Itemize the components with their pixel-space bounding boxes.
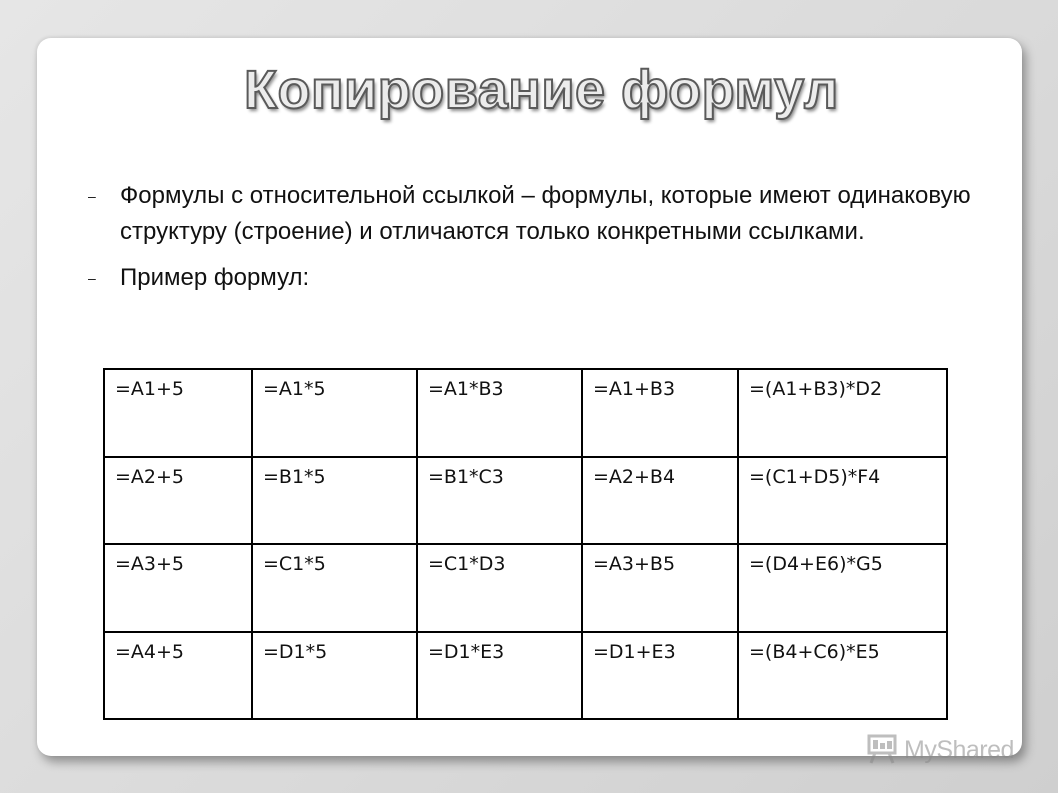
table-cell: =D1*E3 bbox=[417, 632, 582, 720]
table-row bbox=[104, 544, 947, 632]
table-cell: =A1+5 bbox=[104, 369, 252, 457]
bullet-dash-icon: – bbox=[88, 270, 96, 286]
bullet-text-definition: Формулы с относительной ссылкой – формулы, которые имеют одинаковую структуру (строение) и отличаются только конкретными ссылками. bbox=[120, 182, 971, 245]
formula-table bbox=[103, 368, 948, 720]
table-cell: =(B4+C6)*E5 bbox=[738, 632, 947, 720]
table-cell: =(A1+B3)*D2 bbox=[738, 369, 947, 457]
table-row bbox=[104, 457, 947, 545]
table-cell: =A4+5 bbox=[104, 632, 252, 720]
table-cell: =(D4+E6)*G5 bbox=[738, 544, 947, 632]
table-cell: =A1+B3 bbox=[582, 369, 738, 457]
bullet-list bbox=[86, 178, 1046, 296]
table-cell: =D1+E3 bbox=[582, 632, 738, 720]
table-cell: =A1*5 bbox=[252, 369, 417, 457]
bullet-item-definition bbox=[86, 178, 1046, 250]
presentation-board-icon bbox=[866, 731, 900, 770]
table-row bbox=[104, 369, 947, 457]
table-cell: =A1*B3 bbox=[417, 369, 582, 457]
slide-title: Копирование формул bbox=[244, 60, 839, 120]
table-row bbox=[104, 632, 947, 720]
table-cell: =C1*5 bbox=[252, 544, 417, 632]
table-cell: =A2+5 bbox=[104, 457, 252, 545]
table-cell: =D1*5 bbox=[252, 632, 417, 720]
bullet-text-example: Пример формул: bbox=[120, 264, 310, 291]
table-cell: =A3+5 bbox=[104, 544, 252, 632]
table-cell: =A3+B5 bbox=[582, 544, 738, 632]
table-cell: =B1*5 bbox=[252, 457, 417, 545]
table-cell: =C1*D3 bbox=[417, 544, 582, 632]
bullet-dash-icon: – bbox=[88, 188, 96, 204]
watermark bbox=[866, 732, 1014, 768]
bullet-item-example bbox=[86, 260, 1046, 296]
watermark-text: MyShared bbox=[904, 735, 1014, 764]
table-cell: =A2+B4 bbox=[582, 457, 738, 545]
table-cell: =B1*C3 bbox=[417, 457, 582, 545]
table-cell: =(C1+D5)*F4 bbox=[738, 457, 947, 545]
